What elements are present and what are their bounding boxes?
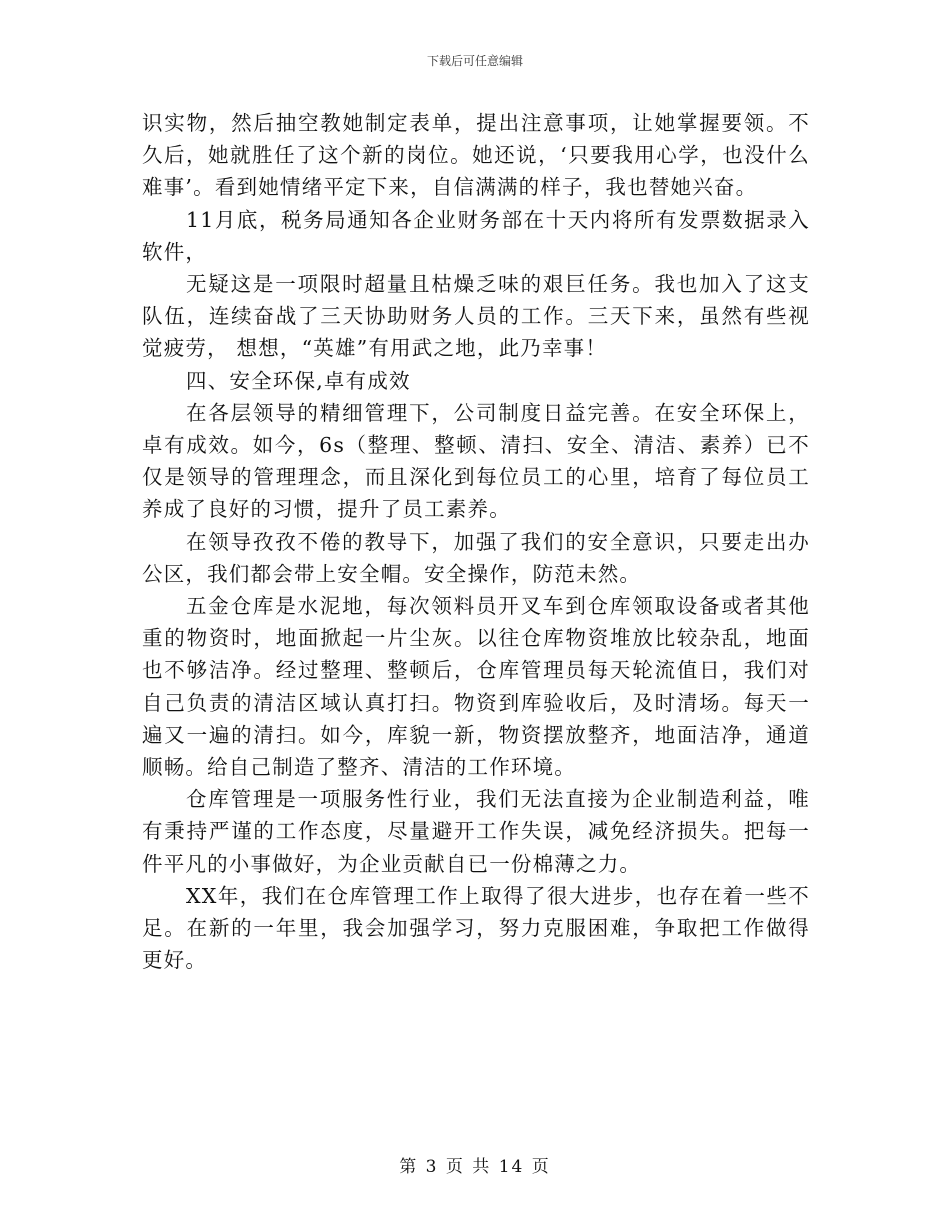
paragraph: XX年，我们在仓库管理工作上取得了很大进步，也存在着一些不足。在新的一年里，我会加强学习，努力克服困难，争取把工作做得更好。 (142, 883, 810, 973)
paragraph: 识实物，然后抽空教她制定表单，提出注意事项，让她掌握要领。不久后，她就胜任了这个新的岗位。她还说，‘只要我用心学，也没什么难事’。看到她情绪平定下来，自信满满的样子，我也替她兴奋。 (142, 111, 810, 200)
paragraph: 无疑这是一项限时超量且枯燥乏味的艰巨任务。我也加入了这支队伍，连续奋战了三天协助财务人员的工作。三天下来，虽然有些视觉疲劳， 想想，“英雄”有用武之地，此乃幸事！ (142, 272, 810, 361)
paragraph: 11月底，税务局通知各企业财务部在十天内将所有发票数据录入软件， (142, 207, 810, 264)
paragraph: 五金仓库是水泥地，每次领料员开叉车到仓库领取设备或者其他重的物资时，地面掀起一片尘灰。以往仓库物资堆放比较杂乱，地面也不够洁净。经过整理、整顿后，仓库管理员每天轮流值日，我们对自己负责的清洁区域认真打扫。物资到库验收后，及时清场。每天一遍又一遍的清扫。如今，库貌一新，物资摆放整齐，地面洁净，通道顺畅。给自己制造了整齐、清洁的工作环境。 (142, 594, 810, 780)
paragraph: 在各层领导的精细管理下，公司制度日益完善。在安全环保上，卓有成效。如今，6s（整理、整顿、清扫、安全、清洁、素养）已不仅是领导的管理理念，而且深化到每位员工的心里，培育了每位员工养成了良好的习惯，提升了员工素养。 (142, 400, 810, 522)
page-header: 下载后可任意编辑 (426, 54, 523, 68)
paragraph: 仓库管理是一项服务性行业，我们无法直接为企业制造利益，唯有秉持严谨的工作态度，尽量避开工作失误，减免经济损失。把每一件平凡的小事做好，为企业贡献自已一份棉薄之力。 (142, 787, 810, 876)
document-body (142, 107, 810, 976)
paragraph: 在领导孜孜不倦的教导下，加强了我们的安全意识，只要走出办公区，我们都会带上安全帽。安全操作，防范未然。 (142, 529, 810, 586)
page-number: 第 3 页 共 14 页 (399, 1157, 551, 1177)
section-heading: 四、安全环保,卓有成效 (186, 368, 411, 393)
